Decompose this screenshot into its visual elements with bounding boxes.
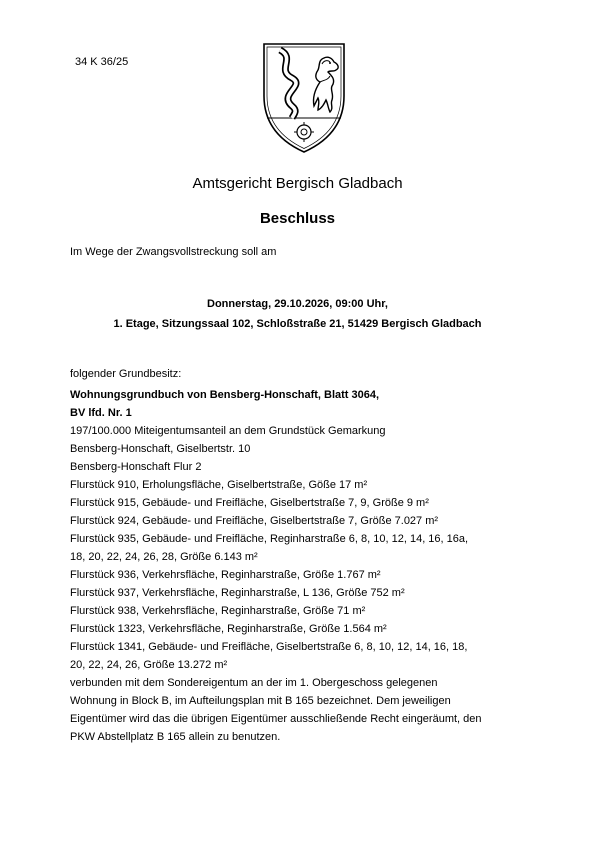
property-line: Eigentümer wird das die übrigen Eigentümer ausschließende Recht eingeräumt, den: [70, 713, 482, 725]
property-line: Flurstück 1323, Verkehrsfläche, Reginharstraße, Größe 1.564 m²: [70, 623, 387, 635]
register-heading: Wohnungsgrundbuch von Bensberg-Honschaft, Blatt 3064,: [70, 389, 380, 401]
property-line: PKW Abstellplatz B 165 allein zu benutzen.: [70, 731, 281, 743]
property-line: Flurstück 1341, Gebäude- und Freifläche, Giselbertstraße 6, 8, 10, 12, 14, 16, 18,: [70, 641, 468, 653]
property-line: Bensberg-Honschaft, Giselbertstr. 10: [70, 443, 251, 455]
property-line: Flurstück 924, Gebäude- und Freifläche, Giselbertstraße 7, Größe 7.027 m²: [70, 515, 439, 527]
register-subheading: BV lfd. Nr. 1: [70, 407, 132, 419]
property-line: Flurstück 915, Gebäude- und Freifläche, Giselbertstraße 7, 9, Größe 9 m²: [70, 497, 429, 509]
hearing-location: 1. Etage, Sitzungssaal 102, Schloßstraße 21, 51429 Bergisch Gladbach: [113, 318, 482, 330]
property-line: Flurstück 938, Verkehrsfläche, Reginharstraße, Größe 71 m²: [70, 605, 366, 617]
court-name: Amtsgericht Bergisch Gladbach: [192, 175, 403, 192]
case-reference: 34 K 36/25: [75, 56, 129, 68]
property-line: verbunden mit dem Sondereigentum an der im 1. Obergeschoss gelegenen: [70, 677, 438, 689]
property-line: Flurstück 910, Erholungsfläche, Giselbertstraße, Göße 17 m²: [70, 479, 368, 491]
nrw-coat-of-arms-icon: [258, 36, 350, 156]
intro-text: Im Wege der Zwangsvollstreckung soll am: [70, 246, 277, 258]
property-line: 18, 20, 22, 24, 26, 28, Größe 6.143 m²: [70, 551, 258, 563]
property-line: Wohnung in Block B, im Aufteilungsplan mit B 165 bezeichnet. Dem jeweiligen: [70, 695, 451, 707]
property-section: [70, 365, 540, 746]
document-title: Beschluss: [259, 210, 336, 227]
property-intro: folgender Grundbesitz:: [70, 368, 182, 380]
hearing-date: Donnerstag, 29.10.2026, 09:00 Uhr,: [207, 298, 388, 310]
property-line: Bensberg-Honschaft Flur 2: [70, 461, 202, 473]
property-line: Flurstück 937, Verkehrsfläche, Reginharstraße, L 136, Größe 752 m²: [70, 587, 405, 599]
property-line: Flurstück 935, Gebäude- und Freifläche, Reginharstraße 6, 8, 10, 12, 14, 16, 16a,: [70, 533, 469, 545]
property-line: Flurstück 936, Verkehrsfläche, Reginharstraße, Größe 1.767 m²: [70, 569, 381, 581]
property-line: 197/100.000 Miteigentumsanteil an dem Grundstück Gemarkung: [70, 425, 386, 437]
property-line: 20, 22, 24, 26, Größe 13.272 m²: [70, 659, 228, 671]
